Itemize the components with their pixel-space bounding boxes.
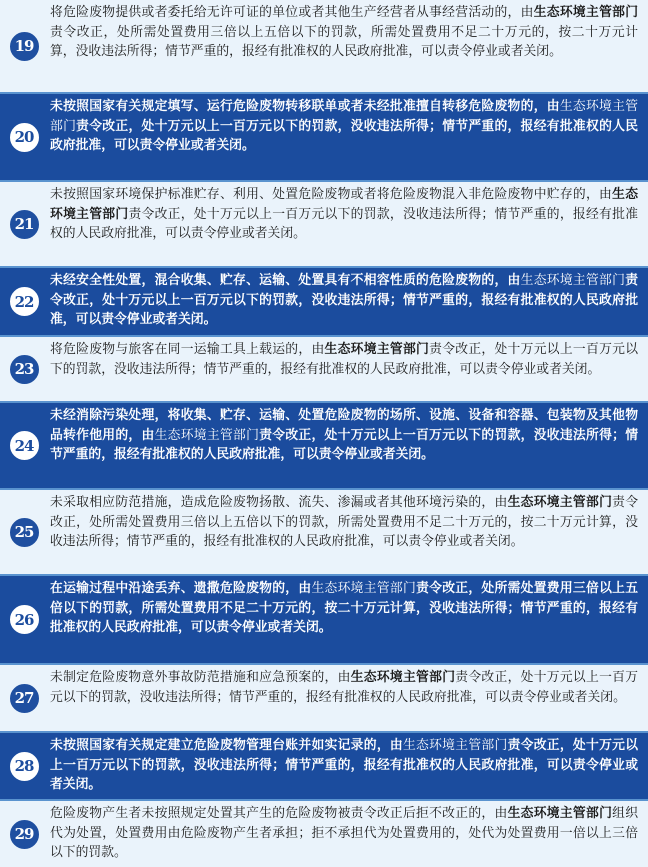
item-text: 将危险废物提供或者委托给无许可证的单位或者其他生产经营者从事经营活动的，由生态环境主管部门责令改正，处所需处置费用三倍以上五倍以下的罚款，所需处置费用不足二十万元的，按二十万元计算，没收违法所得；情节严重的，报经有批准权的人民政府批准，可以责令停业或者关闭。 [50, 5, 639, 60]
list-item [0, 337, 648, 401]
list-item [0, 268, 648, 335]
authority-highlight: 生态环境主管部门 [50, 187, 639, 222]
item-number-badge: 21 [10, 210, 39, 239]
list-item [0, 182, 648, 266]
item-text: 未按照国家有关规定建立危险废物管理台账并如实记录的，由生态环境主管部门责令改正，处十万元以上一百万元以下的罚款，没收违法所得；情节严重的，报经有批准权的人民政府批准，可以责令停业或者关闭。 [50, 738, 639, 793]
authority-highlight: 生态环境主管部门 [154, 427, 260, 443]
item-text: 未制定危险废物意外事故防范措施和应急预案的，由生态环境主管部门责令改正，处十万元以上一百万元以下的罚款，没收违法所得；情节严重的，报经有批准权的人民政府批准，可以责令停业或者关闭。 [50, 670, 639, 705]
authority-highlight: 生态环境主管部门 [311, 581, 417, 596]
authority-highlight: 生态环境主管部门 [533, 5, 639, 20]
item-number-badge: 23 [10, 355, 39, 384]
item-text: 危险废物产生者未按照规定处置其产生的危险废物被责令改正后拒不改正的，由生态环境主管部门组织代为处置，处置费用由危险废物产生者承担；拒不承担代为处置费用的，处代为处置费用一倍以上三倍以下的罚款。 [50, 806, 639, 861]
item-number-badge: 22 [10, 287, 39, 316]
authority-highlight: 生态环境主管部门 [520, 273, 626, 288]
item-text: 未经安全性处置，混合收集、贮存、运输、处置具有不相容性质的危险废物的，由生态环境主管部门责令改正，处十万元以上一百万元以下的罚款，没收违法所得；情节严重的，报经有批准权的人民政府批准，可以责令停业或者关闭。 [50, 273, 639, 328]
authority-highlight: 生态环境主管部门 [350, 670, 456, 685]
item-text: 未经消除污染处理，将收集、贮存、运输、处置危险废物的场所、设施、设备和容器、包装物及其他物品转作他用的，由生态环境主管部门责令改正，处十万元以上一百万元以下的罚款，没收违法所得；情节严重的，报经有批准权的人民政府批准，可以责令停业或者关闭。 [50, 408, 639, 463]
item-number-badge: 27 [10, 684, 39, 713]
list-item [0, 94, 648, 180]
authority-highlight: 生态环境主管部门 [507, 806, 613, 821]
item-number-badge: 20 [10, 123, 39, 152]
item-number-badge: 19 [10, 32, 39, 61]
list-item [0, 665, 648, 731]
list-item [0, 733, 648, 799]
list-item [0, 576, 648, 663]
authority-highlight: 生态环境主管部门 [324, 342, 430, 357]
item-text: 将危险废物与旅客在同一运输工具上载运的，由生态环境主管部门责令改正，处十万元以上一百万元以下的罚款，没收违法所得；情节严重的，报经有批准权的人民政府批准，可以责令停业或者关闭。 [50, 342, 639, 377]
authority-highlight: 生态环境主管部门 [402, 738, 508, 753]
list-item [0, 403, 648, 488]
authority-highlight: 生态环境主管部门 [507, 495, 613, 510]
authority-highlight: 生态环境主管部门 [50, 99, 639, 134]
list-item [0, 0, 648, 92]
item-text: 在运输过程中沿途丢弃、遗撒危险废物的，由生态环境主管部门责令改正，处所需处置费用三倍以上五倍以下的罚款，所需处置费用不足二十万元的，按二十万元计算，没收违法所得；情节严重的，报经有批准权的人民政府批准，可以责令停业或者关闭。 [50, 581, 639, 636]
item-text: 未按照国家环境保护标准贮存、利用、处置危险废物或者将危险废物混入非危险废物中贮存的，由生态环境主管部门责令改正，处十万元以上一百万元以下的罚款，没收违法所得；情节严重的，报经有批准权的人民政府批准，可以责令停业或者关闭。 [50, 187, 639, 242]
item-number-badge: 24 [10, 431, 39, 460]
item-text: 未采取相应防范措施，造成危险废物扬散、流失、渗漏或者其他环境污染的，由生态环境主管部门责令改正，处所需处置费用三倍以上五倍以下的罚款，所需处置费用不足二十万元的，按二十万元计算，没收违法所得；情节严重的，报经有批准权的人民政府批准，可以责令停业或者关闭。 [50, 495, 639, 550]
item-number-badge: 25 [10, 518, 39, 547]
item-number-badge: 29 [10, 820, 39, 849]
item-text: 未按照国家有关规定填写、运行危险废物转移联单或者未经批准擅自转移危险废物的，由生态环境主管部门责令改正，处十万元以上一百万元以下的罚款，没收违法所得；情节严重的，报经有批准权的人民政府批准，可以责令停业或者关闭。 [50, 99, 639, 154]
item-number-badge: 28 [10, 752, 39, 781]
item-number-badge: 26 [10, 605, 39, 634]
list-item [0, 801, 648, 867]
list-item [0, 490, 648, 574]
